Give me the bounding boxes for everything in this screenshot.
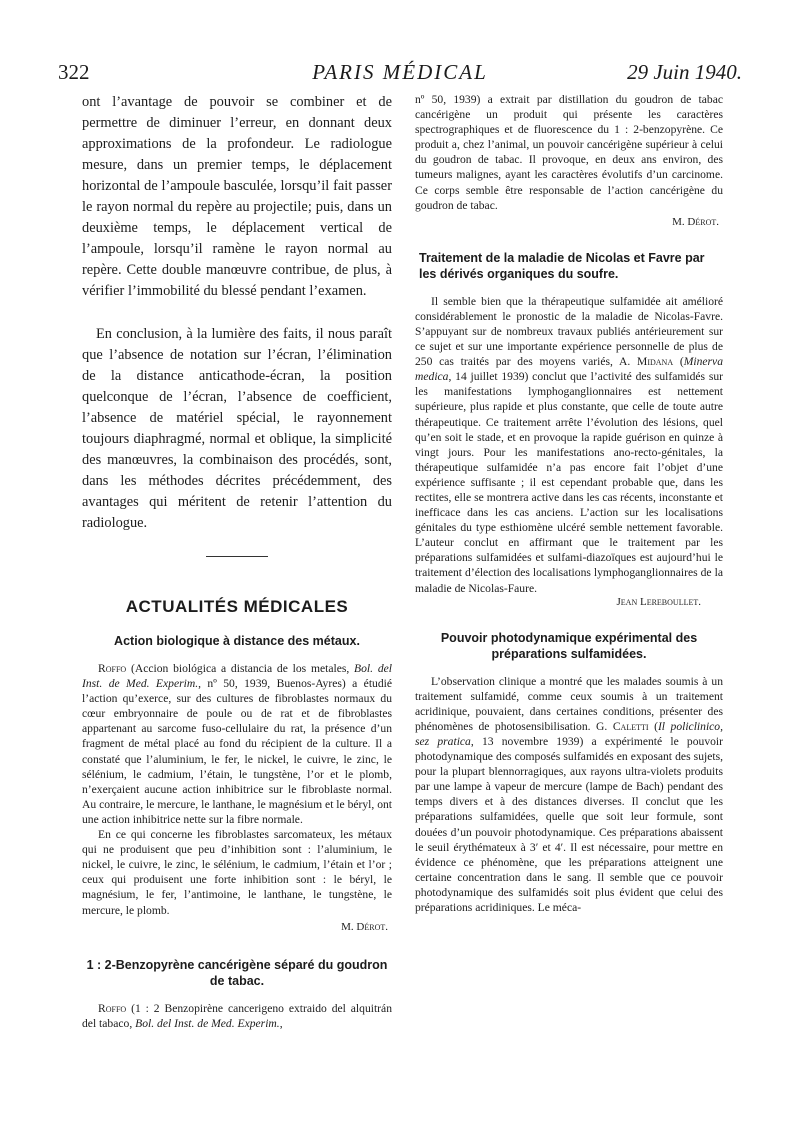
article-4-body: L’observation clinique a montré que les malades soumis à un traitement sulfamidé, comme ceux soumis à un traitement acridinique, pouvaient, dans certaines conditions, présenter des phénomènes de photosensibilisation. G. Caletti (Il policlinico, sez pratica, 13 novembre 1939) a expérimenté le pouvoir photodynamique des composés sulfamidés en exposant des sujets, pour la plupart blennorragiques, aux rayons ultra-violets produits par une lampe à vapeur de mercure (lampe de Bach) pendant des temps divers et à des distances diverses. Il conclut que les préparations sulfamidées, quelle que soit leur formule, sont douées d’un pouvoir photodynamique. Ces préparations abaissent le seuil érythémateux à 3′ et 4′. Il est nécessaire, pour mettre en évidence ce phénomène, que les préparations atteignent une certaine concentration dans le sang. Il semble que ce pouvoir photodynamique des sulfamidés soit plus évident que celui des préparations acridiniques. Le méca- xyxy=(415,674,724,915)
article-3-body-end: ) conclut que l’activité des sulfamidés sur les manifestations lymphoganglionnaires est nettement supérieure, plus rapide et plus constante, que celle de toute autre thérapeutique. Ce traitement arrête l’évolution des lésions, quel qu’en soit le stade, et en provoque la rapide guérison en quinze à vingt jours. Pour les manifestations ano-recto-génitales, la thérapeutique sulfamidée n’a pas encore fait l’objet d’une expérience suffisante ; il est cependant probable que, dans les rectites, elle se montrera active dans les cas récents, inconstante et inefficace dans les cas anciens. L’action sur les localisations génitales du type esthiomène ulcéré semble nettement favorable. L’auteur conclut en affirmant que le traitement par les préparations sulfamidées et sulfami-diazoïques est aujourd’hui le traitement d’élection des localisations lymphoganglionnaires de la maladie de Nicolas-Faure. xyxy=(415,370,723,595)
article-2-signature: M. Dérot. xyxy=(672,215,719,228)
article-4-ref-journal: Il policlinico, sez pratica xyxy=(415,719,724,748)
article-1-body-text: , nº 50, 1939, Buenos-Ayres) a étudié l’action qu’exerce, sur des cultures de fibroblastes normaux du cœur embryonnaire de poule ou de rat et de fibroblastes appartenant au sarcome fuso-cellulaire du rat, la présence d’un fragment de métal placé au fond du récipient de la culture. Il a constaté que l’aluminium, le fer, le nickel, le cuivre, le zinc, le sélénium, le cadmium, l’étain, le tungstène, l’or et le plomb, n’exerçaient aucune action inhibitrice sur le fibroblaste normal. Au contraire, le mercure, le lanthane, le magnésium et le béryl, ont une action inhibitrice nette sur la fibre normale. xyxy=(82,677,393,826)
journal-title: PARIS MÉDICAL xyxy=(312,60,488,84)
article-1-ref-journal: Bol. del Inst. de Med. Experim. xyxy=(82,662,392,691)
article-2-ref-text: (1 : 2 Benzopirène cancerigeno extraido del alquitrán del tabaco, xyxy=(82,1001,392,1030)
article-1-paragraph-2: En ce qui concerne les fibroblastes sarcomateux, les métaux qui ne produisent que peu d’inhibition sont : l’aluminium, le nickel, le cuivre, le zinc, le sélénium, le cadmium, l’étain et l’or ; ceux qui produisent une forte inhibition sont : le béryl, le magnésium, le fer, l’antimoine, le lanthane, le tungstène, le mercure, le plomb. xyxy=(82,828,392,917)
article-2-ref-end: , xyxy=(279,1016,283,1030)
article-3-ref-date: , 14 juillet 1939 xyxy=(448,370,525,384)
article-3-body-start: Il semble bien que la thérapeutique sulfamidée ait amélioré considérablement le pronostic de la maladie de Nicolas-Favre. S’appuyant sur de nombreux travaux publiés antérieurement sur ce sujet et sur une importante expérience personnelle de plus de 250 cas traités par des moyens variés, A. xyxy=(415,294,723,369)
left-paragraph-2: En conclusion, à la lumière des faits, il nous paraît que l’absence de notation sur l’écran, l’élimination de la distance anticathode-écran, la position quelconque de l’écran, l’absence de coefficient, l’absence de matériel spécial, le rayonnement toujours diaphragmé, normal et oblique, la simplicité des manœuvres, la combinaison des procédés, sont, dans les méthodes décrites précédemment, des avantages qui méritent de retenir l’attention du radiologue. xyxy=(82,326,392,531)
article-3-ref-journal: Minerva medica xyxy=(415,355,723,384)
separator-rule xyxy=(206,556,268,557)
article-4-body-end: , 13 novembre 1939) a expérimenté le pouvoir photodynamique des composés sulfamidés en exposant des sujets, pour la plupart blennorragiques, aux rayons ultra-violets produits par une lampe à vapeur de mercure (lampe de Bach) pendant des temps divers et à des distances diverses. Il conclut que les préparations sulfamidées, quelle que soit leur formule, sont douées d’un pouvoir photodynamique. Ces préparations abaissent le seuil érythémateux à 3′ et 4′. Il est nécessaire, pour mettre en évidence ce phénomène, que les préparations atteignent une certaine concentration dans le sang. Il semble que ce pouvoir photodynamique des sulfamidés soit plus évident que celui des préparations acridiniques. Le méca- xyxy=(415,735,723,915)
issue-date: 29 Juin 1940. xyxy=(627,60,742,84)
page-header xyxy=(58,60,742,94)
left-paragraph-1: ont l’avantage de pouvoir se combiner et de permettre de diminuer l’erreur, en donnant deux approximations de la profondeur. Le radiologue mesure, dans un premier temps, le déplacement horizontal de l’ampoule basculée, lorsqu’il fait passer le rayon normal du repère au projectile; puis, dans un deuxième temps, le déplacement vertical de l’ampoule, lorsqu’il ramène le rayon normal au repère. Cette double manœuvre contribue, de plus, à vérifier l’immobilité du blessé pendant l’examen. xyxy=(82,94,392,299)
article-2-author: Roffo xyxy=(98,1001,127,1015)
page-number: 322 xyxy=(58,60,90,84)
right-column xyxy=(415,92,723,915)
article-2-title: 1 : 2-Benzopyrène cancérigène séparé du goudron de tabac. xyxy=(86,957,388,988)
article-3-author: Midana xyxy=(637,355,674,369)
article-2-continuation: nº 50, 1939) a extrait par distillation du goudron de tabac cancérigène un produit qui présente les caractères spectrographiques et de fluorescence du 1 : 2-benzopyrène. Ce produit a, chez l’animal, un pouvoir cancérigène supérieur à celui du goudron de tabac. Il provoque, en deux ans environ, des tumeurs malignes, ayant les caractères évolutifs d’un carcinome. Ce corps semble être responsable de l’action cancérigène du goudron de tabac. xyxy=(415,93,723,212)
article-4-author: Caletti xyxy=(612,719,649,733)
article-1-author: Roffo xyxy=(98,662,127,675)
article-1-title: Action biologique à distance des métaux. xyxy=(114,634,360,648)
article-3-signature: Jean Lereboullet. xyxy=(616,595,701,608)
article-1-ref-text: (Accion biológica a distancia de los metales, xyxy=(126,662,355,675)
article-4-title: Pouvoir photodynamique expérimental des préparations sulfamidées. xyxy=(440,630,698,661)
article-4-body-start: L’observation clinique a montré que les malades soumis à un traitement sulfamidé, comme ceux soumis à un traitement acridinique, pouvaient, dans certaines conditions, présenter des phénomènes de photosensibilisation. G. xyxy=(415,674,723,733)
left-column xyxy=(82,92,392,1031)
article-1-signature: M. Dérot. xyxy=(341,920,388,933)
article-2-body xyxy=(82,1001,392,1031)
article-1-body xyxy=(82,661,392,827)
article-2-ref-journal: Bol. del Inst. de Med. Experim. xyxy=(135,1016,280,1030)
article-3-body: Il semble bien que la thérapeutique sulfamidée ait amélioré considérablement le pronostic de la maladie de Nicolas-Favre. S’appuyant sur de nombreux travaux publiés antérieurement sur ce sujet et sur une importante expérience personnelle de plus de 250 cas traités par des moyens variés, A. Midana (Minerva medica, 14 juillet 1939) conclut que l’activité des sulfamidés sur les manifestations lymphoganglionnaires est nettement supérieure, plus rapide et plus constante, que celle de toute autre thérapeutique. Ce traitement arrête l’évolution des lésions, quel qu’en soit le stade, et en provoque la rapide guérison en quinze à vingt jours. Pour les manifestations ano-recto-génitales, la thérapeutique sulfamidée n’a pas encore fait l’objet d’une expérience suffisante ; il est cependant probable que, dans les rectites, elle se montrera active dans les cas récents, inconstante et inefficace dans les cas anciens. L’action sur les localisations génitales du type esthiomène ulcéré semble nettement favorable. L’auteur conclut en affirmant que le traitement par les préparations sulfamidées et sulfami-diazoïques est aujourd’hui le traitement d’élection des localisations lymphoganglionnaires de la maladie de Nicolas-Faure. xyxy=(415,294,723,595)
section-title: ACTUALITÉS MÉDICALES xyxy=(125,597,349,616)
article-3-title: Traitement de la maladie de Nicolas et Favre par les dérivés organiques du soufre. xyxy=(419,250,705,281)
